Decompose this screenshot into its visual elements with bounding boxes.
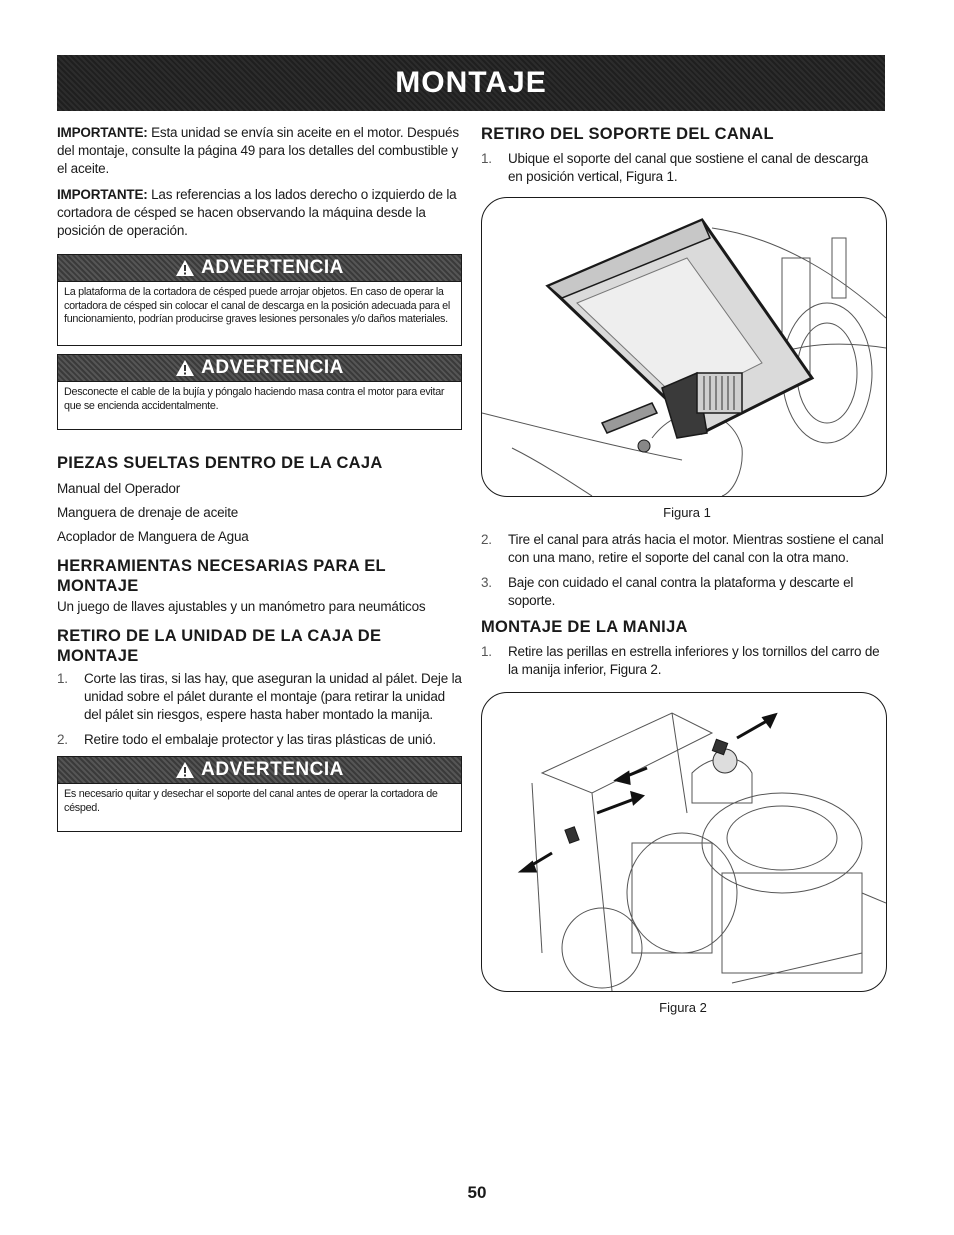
warning-triangle-icon <box>175 259 195 277</box>
section-heading-removal: RETIRO DE LA UNIDAD DE LA CAJA DE MONTAJE <box>57 627 382 665</box>
warning-text: La plataforma de la cortadora de césped puede arrojar objetos. En caso de operar la cortadora de césped sin colocar el canal de descarga en la posición adecuada para el funcionamiento, podrían producirse graves lesiones personales y/o daños materiales. <box>64 286 450 325</box>
removal-steps <box>57 670 462 749</box>
step-item <box>481 531 886 567</box>
warning-text: Es necesario quitar y desechar el soporte del canal antes de operar la cortadora de césped. <box>64 788 438 814</box>
warning-title: ADVERTENCIA <box>201 257 344 278</box>
warning-header <box>58 255 461 282</box>
step-number: 1. <box>57 671 68 686</box>
warning-triangle-icon <box>175 761 195 779</box>
figure-1-caption: Figura 1 <box>663 505 711 520</box>
page-number: 50 <box>467 1183 487 1202</box>
step-text: Corte las tiras, si las hay, que aseguran la unidad al pálet. Deje la unidad sobre el pálet durante el montaje (para retirar la unidad del pálet sin riesgos, espere hasta haber montado la manija. <box>84 671 462 722</box>
warning-triangle-icon <box>175 359 195 377</box>
step-text: Ubique el soporte del canal que sostiene el canal de descarga en posición vertical, Figura 1. <box>508 151 869 184</box>
step-text: Retire todo el embalaje protector y las tiras plásticas de unió. <box>84 732 436 747</box>
warning-title: ADVERTENCIA <box>201 759 344 780</box>
important-note-2 <box>57 186 462 240</box>
warning-text: Desconecte el cable de la bujía y póngalo haciendo masa contra el motor para evitar que se encienda accidentalmente. <box>64 386 445 412</box>
handle-illustration <box>482 693 886 991</box>
section-heading-tools: HERRAMIENTAS NECESARIAS PARA EL MONTAJE <box>57 557 386 595</box>
section-heading-loose-parts: PIEZAS SUELTAS DENTRO DE LA CAJA <box>57 454 383 472</box>
chute-illustration <box>482 198 886 496</box>
warning-box-spark-plug <box>57 354 462 430</box>
right-column-lower <box>481 531 886 686</box>
loose-part-item: Manual del Operador <box>57 481 181 496</box>
step-text: Tire el canal para atrás hacia el motor. Mientras sostiene el canal con una mano, retire el soporte del canal con la otra mano. <box>508 532 884 565</box>
step-item <box>57 731 462 749</box>
step-number: 2. <box>57 732 68 747</box>
step-text: Retire las perillas en estrella inferiores y los tornillos del carro de la manija inferior, Figura 2. <box>508 644 880 677</box>
section-heading-handle: MONTAJE DE LA MANIJA <box>481 618 688 636</box>
warning-box-thrown-objects <box>57 254 462 346</box>
warning-box-chute-support <box>57 756 462 832</box>
important-label: IMPORTANTE: <box>57 187 148 202</box>
tools-text: Un juego de llaves ajustables y un manómetro para neumáticos <box>57 599 426 614</box>
loose-part-item: Manguera de drenaje de aceite <box>57 505 239 520</box>
right-column <box>481 124 886 193</box>
handle-steps <box>481 643 886 679</box>
section-heading-chute-support: RETIRO DEL SOPORTE DEL CANAL <box>481 125 774 143</box>
chute-steps-1 <box>481 150 886 186</box>
left-column <box>57 124 462 832</box>
warning-header <box>58 757 461 784</box>
figure-2-handle-assembly <box>481 692 887 992</box>
important-note-1 <box>57 124 462 178</box>
step-item <box>57 670 462 724</box>
warning-title: ADVERTENCIA <box>201 357 344 378</box>
step-number: 1. <box>481 151 492 166</box>
step-text: Baje con cuidado el canal contra la plataforma y descarte el soporte. <box>508 575 854 608</box>
figure-2-caption: Figura 2 <box>659 1000 707 1015</box>
step-item <box>481 643 886 679</box>
important-label: IMPORTANTE: <box>57 125 148 140</box>
step-item <box>481 574 886 610</box>
step-number: 3. <box>481 575 492 590</box>
chute-steps-2 <box>481 531 886 610</box>
important-text: Esta unidad se envía sin aceite en el motor. Después del montaje, consulte la página 49 para los detalles del combustible y el aceite. <box>57 125 459 176</box>
banner-title: MONTAJE <box>395 66 547 99</box>
page-banner <box>57 55 885 111</box>
important-text: Las referencias a los lados derecho o izquierdo de la cortadora de césped se hacen observando la máquina desde la posición de operación. <box>57 187 457 238</box>
figure-1-chute-support <box>481 197 887 497</box>
loose-part-item: Acoplador de Manguera de Agua <box>57 529 249 544</box>
step-number: 1. <box>481 644 492 659</box>
step-item <box>481 150 886 186</box>
step-number: 2. <box>481 532 492 547</box>
warning-header <box>58 355 461 382</box>
